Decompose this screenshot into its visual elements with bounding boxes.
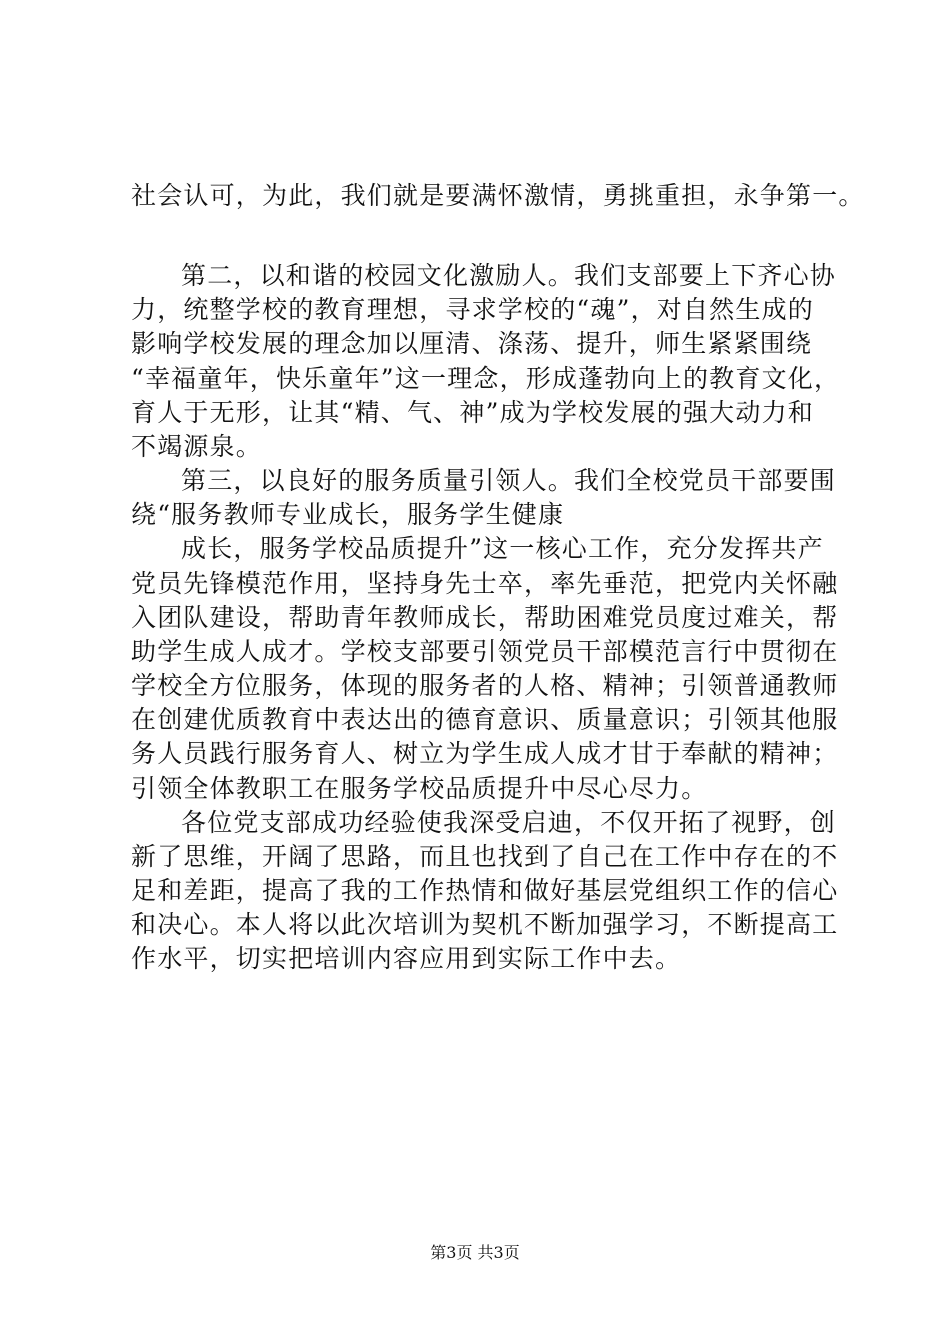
- paragraph-line: 入团队建设，帮助青年教师成长，帮助困难党员度过难关，帮: [131, 603, 839, 632]
- paragraph-line: 不竭源泉。: [131, 432, 263, 461]
- paragraph-line: 助学生成人成才。学校支部要引领党员干部模范言行中贯彻在: [131, 637, 839, 666]
- paragraph-line: 和决心。本人将以此次培训为契机不断加强学习，不断提高工: [131, 910, 839, 939]
- paragraph-line: 务人员践行服务育人、树立为学生成人成才甘于奉献的精神；: [131, 739, 839, 768]
- paragraph-line: 引领全体教职工在服务学校品质提升中尽心尽力。: [131, 774, 708, 803]
- paragraph-line: 各位党支部成功经验使我深受启迪，不仅开拓了视野，创: [181, 808, 837, 837]
- page-number: 第3页 共3页: [430, 1243, 520, 1262]
- paragraph-line: 作水平，切实把培训内容应用到实际工作中去。: [131, 944, 682, 973]
- paragraph-line: 第二，以和谐的校园文化激励人。我们支部要上下齐心协: [181, 261, 837, 290]
- paragraph-line: 足和差距，提高了我的工作热情和做好基层党组织工作的信心: [131, 876, 839, 905]
- paragraph-line: 新了思维，开阔了思路，而且也找到了自己在工作中存在的不: [131, 842, 839, 871]
- paragraph-line: “幸福童年，快乐童年”这一理念，形成蓬勃向上的教育文化，: [131, 364, 841, 393]
- paragraph-line: 学校全方位服务，体现的服务者的人格、精神；引领普通教师: [131, 671, 839, 700]
- paragraph-line: 绕“服务教师专业成长，服务学生健康: [131, 500, 565, 529]
- paragraph-line: 社会认可，为此，我们就是要满怀激情，勇挑重担，永争第一。: [131, 181, 865, 210]
- paragraph-line: 党员先锋模范作用，坚持身先士卒，率先垂范，把党内关怀融: [131, 569, 839, 598]
- paragraph-line: 在创建优质教育中表达出的德育意识、质量意识；引领其他服: [131, 705, 839, 734]
- paragraph-line: 影响学校发展的理念加以厘清、涤荡、提升，师生紧紧围绕: [131, 329, 813, 358]
- paragraph-line: 第三，以良好的服务质量引领人。我们全校党员干部要围: [181, 466, 837, 495]
- paragraph-line: 成长，服务学校品质提升”这一核心工作，充分发挥共产: [181, 534, 824, 563]
- paragraph-line: 育人于无形，让其“精、气、神”成为学校发展的强大动力和: [131, 398, 814, 427]
- paragraph-line: 力，统整学校的教育理想，寻求学校的“魂”，对自然生成的: [131, 295, 814, 324]
